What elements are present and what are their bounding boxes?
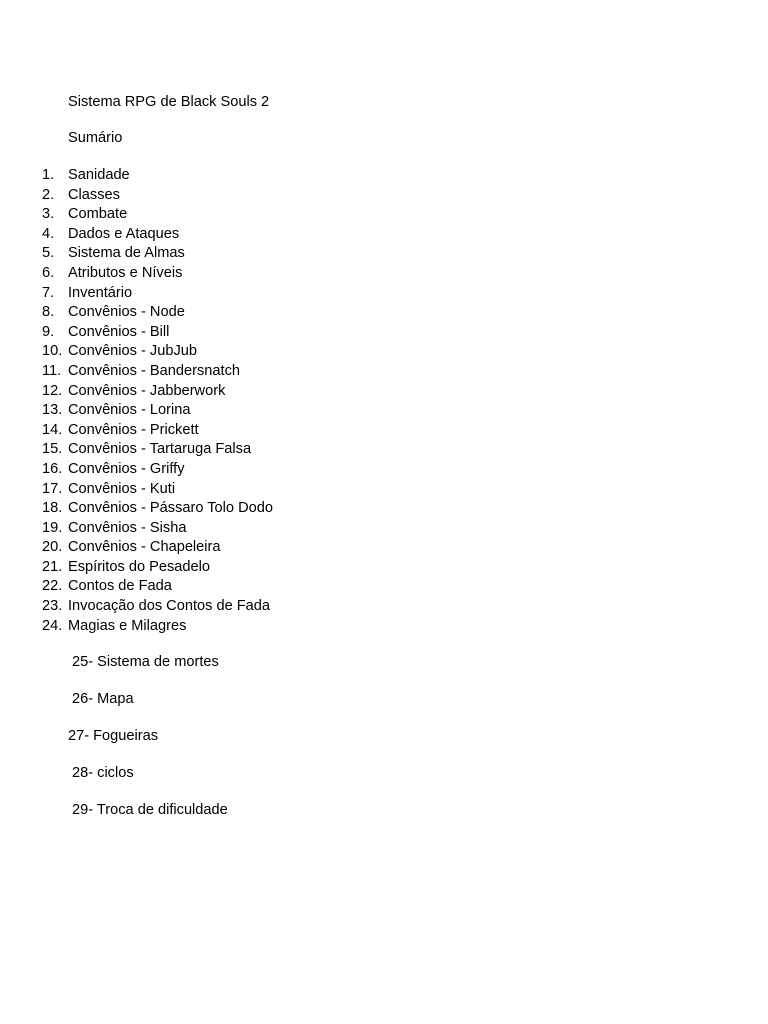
list-item-number: 13. xyxy=(42,402,63,419)
list-item xyxy=(42,538,273,558)
list-item-label: Contos de Fada xyxy=(68,578,172,595)
list-item xyxy=(42,323,273,343)
list-item-number: 3. xyxy=(42,206,55,223)
list-item xyxy=(42,264,273,284)
list-item xyxy=(42,166,273,186)
list-item-label: Convênios - Griffy xyxy=(68,460,185,477)
list-item-label: Convênios - Jabberwork xyxy=(68,382,226,399)
list-item xyxy=(42,577,273,597)
list-item xyxy=(42,519,273,539)
list-item xyxy=(42,440,273,460)
extra-item-deaths: 25- Sistema de mortes xyxy=(72,654,219,670)
list-item-label: Convênios - Tartaruga Falsa xyxy=(68,441,252,458)
list-item-number: 15. xyxy=(42,441,63,458)
list-item-number: 2. xyxy=(42,186,55,203)
list-item-number: 23. xyxy=(42,598,63,615)
list-item xyxy=(42,205,273,225)
document-title: Sistema RPG de Black Souls 2 xyxy=(68,94,270,110)
list-item-number: 9. xyxy=(42,323,55,340)
list-item-label: Convênios - Pássaro Tolo Dodo xyxy=(68,500,273,517)
list-item-number: 24. xyxy=(42,617,63,634)
list-item-label: Convênios - JubJub xyxy=(68,343,197,360)
list-item xyxy=(42,480,273,500)
list-item-number: 18. xyxy=(42,500,63,517)
list-item-number: 22. xyxy=(42,578,63,595)
list-item-label: Classes xyxy=(68,186,120,203)
list-item-label: Espíritos do Pesadelo xyxy=(68,558,210,575)
list-item-number: 1. xyxy=(42,167,55,183)
list-item xyxy=(42,460,273,480)
list-item-number: 11. xyxy=(42,362,62,379)
list-item xyxy=(42,617,273,637)
list-item xyxy=(42,284,273,304)
summary-heading: Sumário xyxy=(68,130,123,146)
list-item-label: Magias e Milagres xyxy=(68,617,187,634)
list-item-label: Sistema de Almas xyxy=(68,245,185,262)
list-item-number: 17. xyxy=(42,480,63,497)
list-item-number: 12. xyxy=(42,382,63,399)
list-item xyxy=(42,558,273,578)
list-item-number: 10. xyxy=(42,343,63,360)
list-item xyxy=(42,597,273,617)
list-item xyxy=(42,382,273,402)
list-item-label: Convênios - Lorina xyxy=(68,402,191,419)
list-item-number: 7. xyxy=(42,284,55,301)
list-item-label: Convênios - Node xyxy=(68,304,185,321)
list-item xyxy=(42,499,273,519)
list-item xyxy=(42,342,273,362)
list-item-number: 4. xyxy=(42,225,55,242)
extra-item-map: 26- Mapa xyxy=(72,691,134,707)
list-item-label: Atributos e Níveis xyxy=(68,264,183,281)
list-item-label: Convênios - Sisha xyxy=(68,519,187,536)
extra-item-cycles: 28- ciclos xyxy=(72,765,134,781)
list-item-label: Convênios - Bandersnatch xyxy=(68,362,240,379)
list-item-number: 6. xyxy=(42,264,55,281)
list-item-label: Combate xyxy=(68,206,128,223)
list-item xyxy=(42,421,273,441)
list-item-number: 8. xyxy=(42,304,55,321)
list-item-number: 19. xyxy=(42,519,63,536)
list-item-number: 5. xyxy=(42,245,55,262)
extra-item-bonfires: 27- Fogueiras xyxy=(68,728,159,744)
list-item-number: 14. xyxy=(42,421,63,438)
list-item-label: Inventário xyxy=(68,284,133,301)
list-item xyxy=(42,225,273,245)
list-item-label: Convênios - Bill xyxy=(68,323,170,340)
list-item-label: Invocação dos Contos de Fada xyxy=(68,598,271,615)
list-item-number: 21. xyxy=(42,558,63,575)
list-item-label: Convênios - Prickett xyxy=(68,421,199,438)
list-item-number: 20. xyxy=(42,539,63,556)
list-item-label: Dados e Ataques xyxy=(68,225,180,242)
table-of-contents xyxy=(42,166,273,636)
list-item xyxy=(42,244,273,264)
list-item xyxy=(42,186,273,206)
list-item-label: Convênios - Chapeleira xyxy=(68,539,221,556)
list-item-label: Sanidade xyxy=(68,167,130,183)
extra-item-difficulty: 29- Troca de dificuldade xyxy=(72,802,228,818)
list-item xyxy=(42,401,273,421)
list-item xyxy=(42,303,273,323)
list-item-number: 16. xyxy=(42,460,63,477)
list-item xyxy=(42,362,273,382)
list-item-label: Convênios - Kuti xyxy=(68,480,176,497)
